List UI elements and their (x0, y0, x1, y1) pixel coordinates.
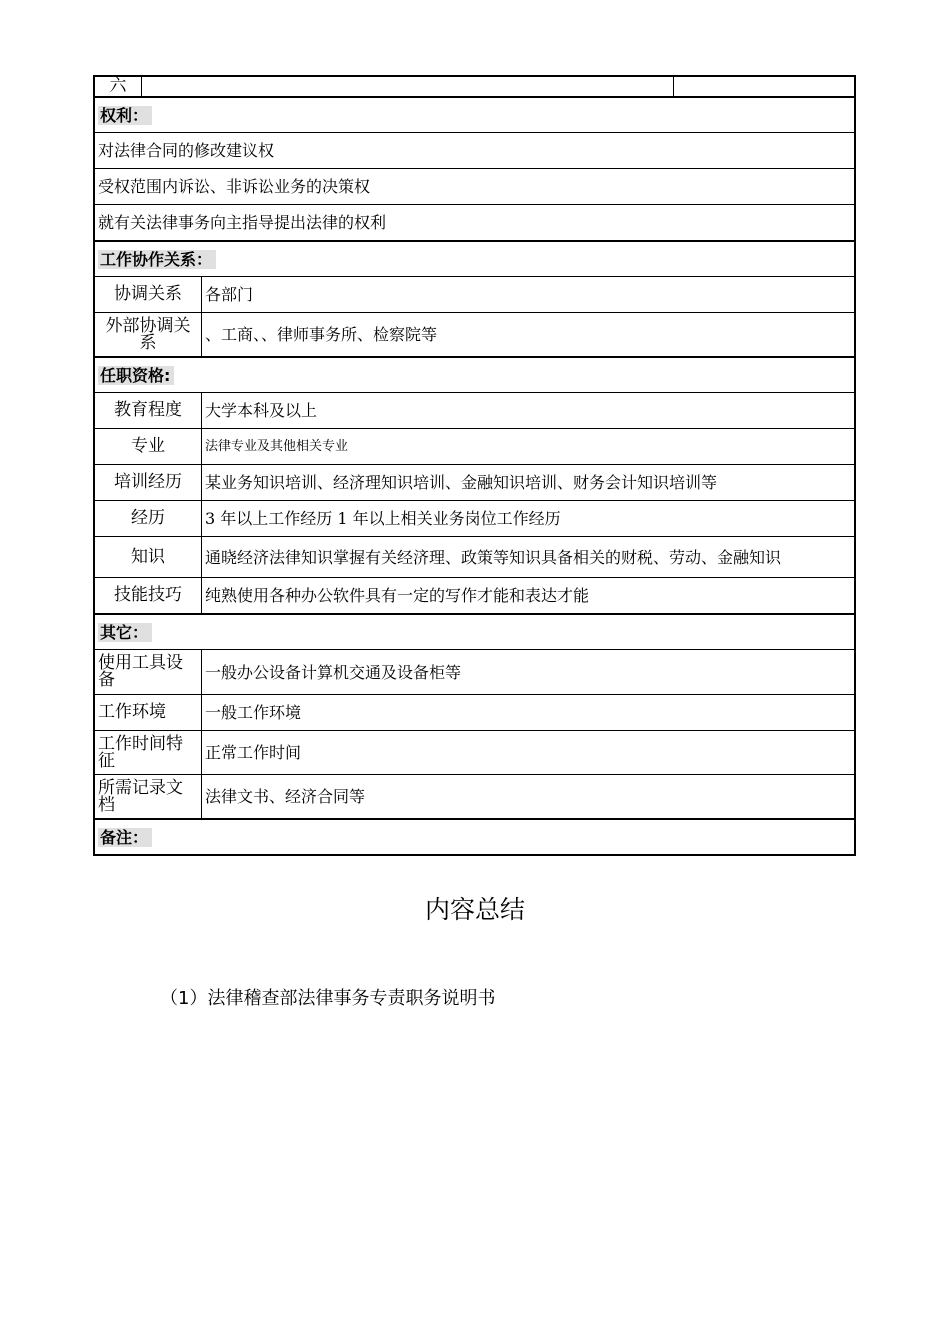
summary-title: 内容总结 (424, 895, 525, 924)
cooperation-row: 外部协调关系 、工商、、律师事务所、检察院等 (93, 313, 856, 358)
summary-item: （1）法律稽查部法律事务专责职务说明书 (160, 988, 496, 1009)
rights-header (93, 98, 856, 133)
rights-item: 对法律合同的修改建议权 (93, 133, 856, 169)
qualification-row: 专业 法律专业及其他相关专业 (93, 429, 856, 465)
cooperation-header (93, 242, 856, 277)
row-index: 六 (95, 77, 142, 96)
top-row (93, 75, 856, 98)
other-row: 工作时间特征 正常工作时间 (93, 731, 856, 775)
qualification-row: 教育程度 大学本科及以上 (93, 393, 856, 429)
row-right-cell (674, 77, 854, 96)
remarks-title: 备注： (98, 828, 152, 847)
rights-item: 就有关法律事务向主指导提出法律的权利 (93, 205, 856, 242)
qualification-row: 知识 通晓经济法律知识掌握有关经济理、政策等知识具备相关的财税、劳动、金融知识 (93, 537, 856, 578)
other-title: 其它： (98, 623, 152, 642)
other-row: 所需记录文档 法律文书、经济合同等 (93, 775, 856, 820)
other-header (93, 615, 856, 650)
qualification-row: 技能技巧 纯熟使用各种办公软件具有一定的写作才能和表达才能 (93, 578, 856, 615)
other-row: 使用工具设备 一般办公设备计算机交通及设备柜等 (93, 650, 856, 695)
cooperation-title: 工作协作关系： (98, 250, 216, 269)
remarks-header (93, 820, 856, 856)
job-description-table (93, 75, 856, 856)
qualification-title: 任职资格: (98, 366, 174, 385)
qualification-row: 培训经历 某业务知识培训、经济理知识培训、金融知识培训、财务会计知识培训等 (93, 465, 856, 501)
rights-item: 受权范围内诉讼、非诉讼业务的决策权 (93, 169, 856, 205)
row-mid-cell (142, 77, 674, 96)
qualification-header (93, 358, 856, 393)
rights-title: 权利： (98, 106, 152, 125)
cooperation-row: 协调关系 各部门 (93, 277, 856, 313)
other-row: 工作环境 一般工作环境 (93, 695, 856, 731)
qualification-row: 经历 3 年以上工作经历 1 年以上相关业务岗位工作经历 (93, 501, 856, 537)
